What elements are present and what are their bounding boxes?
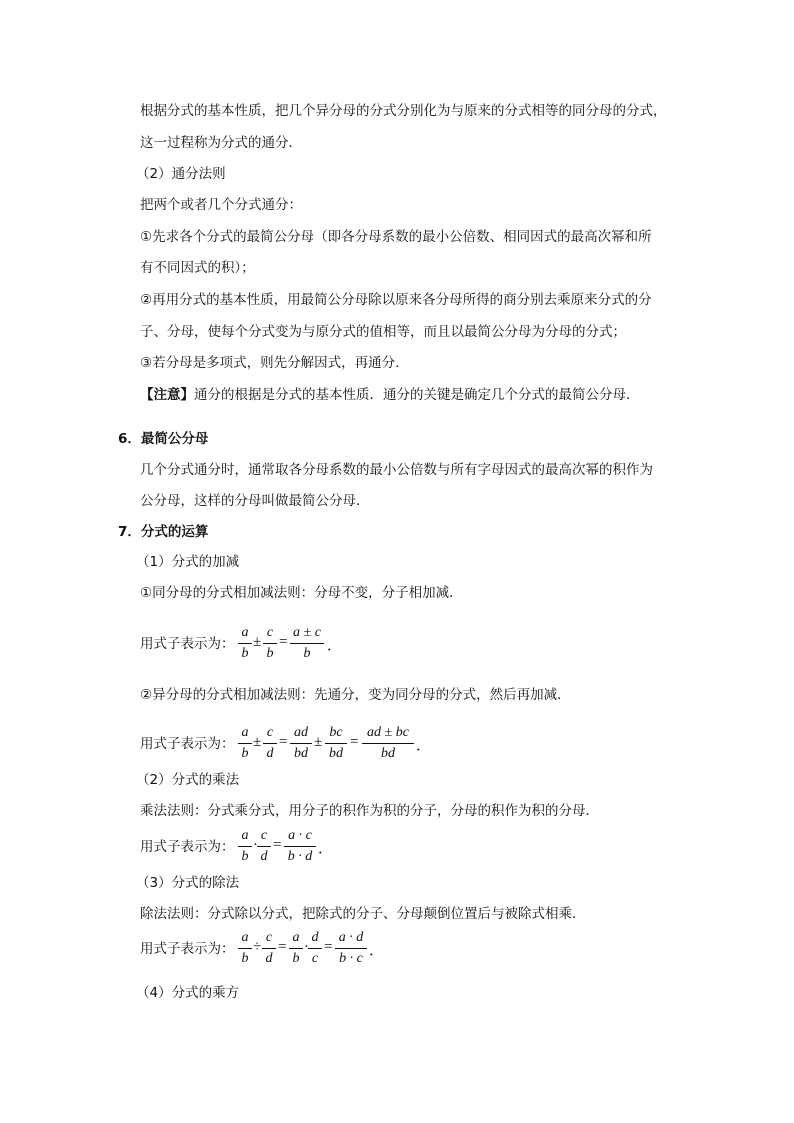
rule-text: ①同分母的分式相加减法则：分母不变，分子相加减． bbox=[140, 585, 463, 601]
fraction: a b bbox=[238, 725, 252, 762]
equals: = bbox=[273, 837, 282, 853]
paragraph-line: 子、分母，使每个分式变为与原分式的值相等，而且以最简公分母为分母的分式； bbox=[140, 324, 626, 340]
period: ． bbox=[369, 943, 385, 959]
fraction: a ± c b bbox=[290, 625, 324, 662]
period: ． bbox=[416, 738, 432, 754]
subheading: （3）分式的除法 bbox=[136, 875, 240, 891]
subheading: （1）分式的加减 bbox=[136, 554, 240, 570]
subheading: （4）分式的乘方 bbox=[136, 985, 240, 1001]
paragraph-line: 几个分式通分时，通常取各分母系数的最小公倍数与所有字母因式的最高次幂的积作为 bbox=[140, 462, 653, 478]
multiply-dot: · bbox=[304, 939, 309, 955]
plus-minus: ± bbox=[253, 734, 262, 750]
multiply-dot: · bbox=[253, 837, 258, 853]
rule-text: ②异分母的分式相加减法则：先通分，变为同分母的分式，然后再加减． bbox=[140, 687, 571, 703]
note-text: 通分的根据是分式的基本性质．通分的关键是确定几个分式的最简公分母． bbox=[194, 387, 640, 403]
expression-label: 用式子表示为： bbox=[140, 941, 235, 957]
expression-label: 用式子表示为： bbox=[140, 636, 235, 652]
equals: = bbox=[350, 734, 359, 750]
fraction: ad ± bc bd bbox=[362, 725, 414, 762]
fraction: a · c b · d bbox=[284, 828, 316, 865]
paragraph-line: ②再用分式的基本性质，用最简公分母除以原来各分母所得的商分别去乘原来分式的分 bbox=[140, 292, 652, 308]
fraction: c d bbox=[257, 828, 271, 865]
paragraph-line: 根据分式的基本性质，把几个异分母的分式分别化为与原来的分式相等的同分母的分式， bbox=[140, 103, 667, 119]
fraction: bc bd bbox=[325, 725, 347, 762]
equals: = bbox=[279, 734, 288, 750]
subheading: （2）分式的乘法 bbox=[136, 772, 240, 788]
subheading: （2）通分法则 bbox=[136, 166, 226, 182]
paragraph-line: 有不同因式的积）； bbox=[140, 260, 255, 276]
plus-minus: ± bbox=[314, 734, 323, 750]
fraction: a b bbox=[289, 930, 303, 967]
expression-label: 用式子表示为： bbox=[140, 839, 235, 855]
equals: = bbox=[279, 634, 288, 650]
expression-label: 用式子表示为： bbox=[140, 736, 235, 752]
fraction: a b bbox=[238, 625, 252, 662]
plus-minus: ± bbox=[253, 634, 262, 650]
note-label: 【注意】 bbox=[140, 387, 194, 403]
paragraph-line: ③若分母是多项式，则先分解因式，再通分. bbox=[140, 355, 400, 371]
paragraph-line: 把两个或者几个分式通分： bbox=[140, 197, 302, 213]
fraction: c d bbox=[263, 725, 277, 762]
fraction: d c bbox=[308, 930, 322, 967]
paragraph-line: ①先求各个分式的最简公分母（即各分母系数的最小公倍数、相同因式的最高次幂和所 bbox=[140, 229, 652, 245]
fraction: a · d b · c bbox=[335, 930, 367, 967]
section-title-6: 6．最简公分母 bbox=[118, 431, 209, 447]
fraction: ad bd bbox=[290, 725, 312, 762]
divide-sign: ÷ bbox=[253, 939, 262, 955]
note bbox=[140, 386, 640, 404]
period: ． bbox=[327, 638, 343, 654]
fraction: c d bbox=[262, 930, 276, 967]
fraction: a b bbox=[238, 828, 252, 865]
rule-text: 除法法则：分式除以分式，把除式的分子、分母颠倒位置后与被除式相乘． bbox=[140, 906, 586, 922]
paragraph-line: 这一过程称为分式的通分． bbox=[140, 135, 302, 151]
equals: = bbox=[324, 939, 333, 955]
paragraph-line: 公分母，这样的分母叫做最简公分母． bbox=[140, 493, 370, 509]
fraction: c b bbox=[263, 625, 277, 662]
section-title-7: 7．分式的运算 bbox=[118, 524, 209, 540]
fraction: a b bbox=[238, 930, 252, 967]
period: ． bbox=[318, 841, 334, 857]
equals: = bbox=[278, 939, 287, 955]
rule-text: 乘法法则：分式乘分式，用分子的积作为积的分子，分母的积作为积的分母． bbox=[140, 803, 599, 819]
